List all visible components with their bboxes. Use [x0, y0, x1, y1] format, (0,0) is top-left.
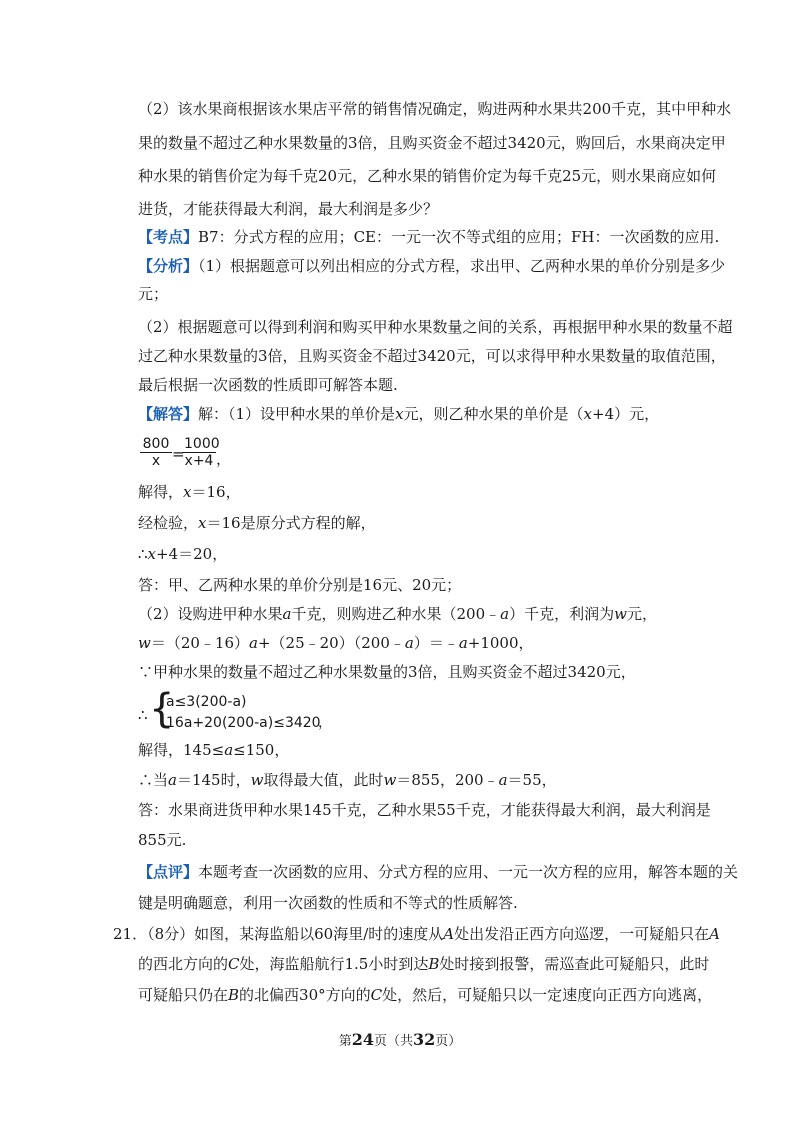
solution-line-2: 经检验，x＝16是原分式方程的解， [138, 514, 376, 532]
solution-line-10: 答：水果商进货甲种水果145千克，乙种水果55千克，才能获得最大利润，最大利润是 [138, 801, 711, 819]
solution-line-4: 答：甲、乙两种水果的单价分别是16元、20元； [138, 576, 462, 594]
therefore-symbol: ∴ [138, 706, 148, 724]
solution-line-6: w＝（20﹣16）a+（25﹣20）（200﹣a）＝﹣a+1000， [138, 634, 534, 652]
question-21-line-2: 的西北方向的C处，海监船航行1.5小时到达B处时接到报警，需巡查此可疑船只，此时 [138, 955, 710, 973]
question-line-1: （2）该水果商根据该水果店平常的销售情况确定，购进两种水果共200千克，其中甲种水 [138, 100, 732, 118]
question-line-3: 种水果的销售价定为每千克20元，乙种水果的销售价定为每千克25元，则水果商应如何 [138, 167, 717, 185]
dianping-line-2: 键是明确题意，利用一次函数的性质和不等式的性质解答. [138, 894, 518, 912]
kaodian-line: 【考点】B7：分式方程的应用；CE：一元一次不等式组的应用；FH：一次函数的应用. [138, 228, 720, 246]
current-page-number: 24 [351, 1030, 374, 1049]
fenxi-line-4: 过乙种水果数量的3倍，且购买资金不超过3420元，可以求得甲种水果数量的取值范围， [138, 347, 726, 365]
solution-line-3: ∴x+4＝20， [138, 545, 228, 563]
solution-line-9: ∴当a＝145时，w取得最大值，此时w＝855，200﹣a＝55， [138, 771, 557, 789]
fraction-left: $\frac{800}{x}$ [140, 436, 172, 469]
question-line-4: 进货，才能获得最大利润，最大利润是多少？ [138, 200, 439, 218]
kaodian-tag: 【考点】 [138, 228, 199, 246]
solution-line-7: ∵甲种水果的数量不超过乙种水果数量的3倍，且购买资金不超过3420元， [138, 663, 636, 681]
jieda-line: 【解答】解：（1）设甲种水果的单价是x元，则乙种水果的单价是（x+4）元， [138, 405, 660, 423]
question-21-line-3: 可疑船只仍在B的北偏西30°方向的C处，然后，可疑船只以一定速度向正西方向逃离， [138, 986, 713, 1004]
solution-line-8: 解得，145≤a≤150， [138, 741, 290, 759]
fenxi-tag: 【分析】 [138, 257, 199, 275]
document-page: （2）该水果商根据该水果店平常的销售情况确定，购进两种水果共200千克，其中甲种水 果的数量不超过乙种水果数量的3倍，且购买资金不超过3420元，购回后，水果商决定甲 种水果的销售价定为每千克20元，乙种水果的销售价定为每千克25元，则水果商应如何 进货，才能获得最大利润，最大利润是多少？ 【考点】B7：分式方程的应用；CE：一元一次不等式组的应用；FH：一次函数的应用. 【分析】（1）根据题意可以列出相应的分式方程，求出甲、乙两种水果的单价分别是多少 元； （2）根据题意可以得到利润和购买甲种水果数量之间的关系，再根据甲种水果的数量不超 过乙种水果数量的3倍，且购买资金不超过3420元，可以求得甲种水果数量的取值范围， 最后根据一次函数的性质即可解答本题. 【解答】解：（1）设甲种水果的单价是x元，则乙种水果的单价是（x+4）元， $\frac{800}{x}$ = $\frac{1000}{x+4}$ ， 解得，x＝16， 经检验，x＝16是原分式方程的解， ∴x+4＝20， 答：甲、乙两种水果的单价分别是16元、20元； （2）设购进甲种水果a千克，则购进乙种水果（200﹣a）千克，利润为w元， w＝（20﹣16）a+（25﹣20）（200﹣a）＝﹣a+1000， ∵甲种水果的数量不超过乙种水果数量的3倍，且购买资金不超过3420元， ∴ { a≤3(200-a) 16a+20(200-a)≤3420 ， 解得，145≤a≤150， ∴当a＝145时，w取得最大值，此时w＝855，200﹣a＝55， 答：水果商进货甲种水果145千克，乙种水果55千克，才能获得最大利润，最大利润是 855元. 【点评】本题考查一次函数的应用、分式方程的应用、一元一次方程的应用，解答本题的关 键是明确题意，利用一次函数的性质和不等式的性质解答. 21．（8分）如图，某海监船以60海里/时的速度从A处出发沿正西方向巡逻，一可疑船只在A 的西北方向的C处，海监船航行1.5小时到达B处时接到报警，需巡查此可疑船只，此时 可疑船只仍在B的北偏西30°方向的C处，然后，可疑船只以一定速度向正西方向逃离， 第24页（共32页） [0, 0, 800, 1132]
question-line-2: 果的数量不超过乙种水果数量的3倍，且购买资金不超过3420元，购回后，水果商决定甲 [138, 134, 726, 152]
total-page-count: 32 [413, 1030, 436, 1049]
dianping-tag: 【点评】 [138, 863, 199, 881]
fenxi-line-3: （2）根据题意可以得到利润和购买甲种水果数量之间的关系，再根据甲种水果的数量不超 [138, 318, 733, 336]
fenxi-line-2: 元； [138, 285, 169, 303]
dianping-line-1: 【点评】本题考查一次函数的应用、分式方程的应用、一元一次方程的应用，解答本题的关 [138, 863, 739, 881]
question-21-line-1: 21．（8分）如图，某海监船以60海里/时的速度从A处出发沿正西方向巡逻，一可疑船只在A [113, 925, 720, 943]
solution-line-1: 解得，x＝16， [138, 483, 241, 501]
inequality-row-2: 16a+20(200-a)≤3420 [166, 715, 321, 731]
solution-line-5: （2）设购进甲种水果a千克，则购进乙种水果（200﹣a）千克，利润为w元， [138, 605, 657, 623]
inequality-row-1: a≤3(200-a) [166, 694, 247, 710]
page-footer: 第24页（共32页） [338, 1030, 462, 1049]
fenxi-line-1: 【分析】（1）根据题意可以列出相应的分式方程，求出甲、乙两种水果的单价分别是多少 [138, 257, 726, 275]
left-brace: { [149, 686, 175, 732]
fenxi-line-5: 最后根据一次函数的性质即可解答本题. [138, 376, 398, 394]
fraction-right: $\frac{1000}{x+4}$ [184, 436, 220, 469]
solution-line-11: 855元. [138, 831, 187, 849]
jieda-tag: 【解答】 [138, 405, 199, 423]
